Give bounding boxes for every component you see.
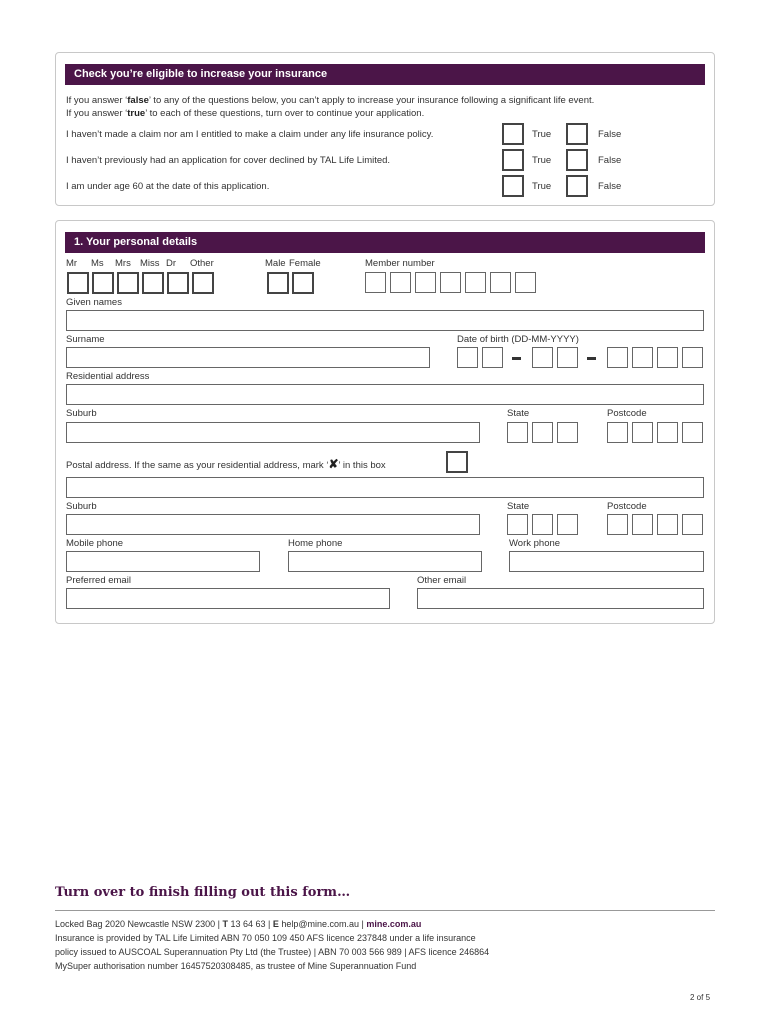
footer-line-2: Insurance is provided by TAL Life Limited ABN 70 050 109 450 AFS licence 237848 under a life insurance [55,933,476,943]
mobile-phone-label: Mobile phone [66,538,124,549]
postal-postcode-cell[interactable] [632,514,653,535]
q3-false-label: False [598,181,622,192]
q1-false-checkbox[interactable] [566,123,588,145]
q1-true-label: True [532,129,552,140]
footer-line-3: policy issued to AUSCOAL Superannuation Pty Ltd (the Trustee) | ABN 70 003 566 989 | AFS licence 246864 [55,947,490,957]
member-number-cell[interactable] [515,272,536,293]
title-label-miss: Miss [140,258,160,269]
q3-true-label: True [532,181,552,192]
member-number-label: Member number [365,258,435,269]
given-names-label: Given names [66,297,122,308]
dob-year-cell[interactable] [632,347,653,368]
q2-false-label: False [598,155,622,166]
dob-month-cell[interactable] [557,347,578,368]
preferred-email-field[interactable] [66,588,390,609]
q3-true-checkbox[interactable] [502,175,524,197]
title-ms-checkbox[interactable] [92,272,114,294]
postal-postcode-label: Postcode [607,501,647,512]
website-link[interactable]: mine.com.au [366,919,422,929]
home-phone-label: Home phone [288,538,343,549]
postal-same-checkbox[interactable] [446,451,468,473]
state-cell[interactable] [557,422,578,443]
title-mr-checkbox[interactable] [67,272,89,294]
dob-month-cell[interactable] [532,347,553,368]
postal-state-cell[interactable] [557,514,578,535]
member-number-cell[interactable] [465,272,486,293]
postcode-cell[interactable] [657,422,678,443]
q3-false-checkbox[interactable] [566,175,588,197]
member-number-cell[interactable] [365,272,386,293]
q1-false-label: False [598,129,622,140]
postal-suburb-label: Suburb [66,501,97,512]
q2-false-checkbox[interactable] [566,149,588,171]
footer-divider [55,910,715,911]
surname-field[interactable] [66,347,430,368]
title-miss-checkbox[interactable] [142,272,164,294]
postal-state-cell[interactable] [507,514,528,535]
residential-address-field[interactable] [66,384,704,405]
cross-mark-icon: ✘ [328,457,339,471]
turn-over-heading: Turn over to finish filling out this form… [55,885,351,900]
postcode-cell[interactable] [632,422,653,443]
mobile-phone-field[interactable] [66,551,260,572]
postal-postcode-cell[interactable] [682,514,703,535]
postal-state-label: State [507,501,530,512]
member-number-cell[interactable] [415,272,436,293]
dob-day-cell[interactable] [482,347,503,368]
given-names-field[interactable] [66,310,704,331]
surname-label: Surname [66,334,105,345]
gender-label-male: Male [265,258,286,269]
member-number-cell[interactable] [490,272,511,293]
eligibility-panel [55,52,715,206]
state-label: State [507,408,530,419]
state-cell[interactable] [507,422,528,443]
q2-true-label: True [532,155,552,166]
gender-female-checkbox[interactable] [292,272,314,294]
other-email-field[interactable] [417,588,704,609]
eligibility-intro-line1: If you answer ‘false’ to any of the questions below, you can’t apply to increase your insurance following a significant life event. [66,95,595,106]
work-phone-field[interactable] [509,551,704,572]
eligibility-title: Check you’re eligible to increase your insurance [65,64,705,85]
suburb-field[interactable] [66,422,480,443]
home-phone-field[interactable] [288,551,482,572]
footer-contact-line: Locked Bag 2020 Newcastle NSW 2300 | T 13 64 63 | E help@mine.com.au | mine.com.au [55,919,422,929]
postcode-cell[interactable] [682,422,703,443]
personal-details-panel [55,220,715,624]
member-number-cell[interactable] [440,272,461,293]
dob-label: Date of birth (DD-MM-YYYY) [457,334,579,345]
q2-true-checkbox[interactable] [502,149,524,171]
dob-separator [587,357,596,360]
title-other-checkbox[interactable] [192,272,214,294]
question-3: I am under age 60 at the date of this application. [66,181,270,192]
q1-true-checkbox[interactable] [502,123,524,145]
title-label-other: Other [190,258,214,269]
title-label-mr: Mr [66,258,78,269]
personal-details-title: 1. Your personal details [65,232,705,253]
eligibility-intro-line2: If you answer ‘true’ to each of these questions, turn over to continue your application. [66,108,425,119]
residential-address-label: Residential address [66,371,150,382]
page-number: 2 of 5 [690,993,711,1002]
postal-postcode-cell[interactable] [607,514,628,535]
state-cell[interactable] [532,422,553,443]
other-email-label: Other email [417,575,467,586]
member-number-cell[interactable] [390,272,411,293]
dob-separator [512,357,521,360]
preferred-email-label: Preferred email [66,575,131,586]
dob-year-cell[interactable] [607,347,628,368]
footer-line-4: MySuper authorisation number 16457520308485, as trustee of Mine Superannuation Fund [55,961,417,971]
postal-postcode-cell[interactable] [657,514,678,535]
postal-address-field[interactable] [66,477,704,498]
gender-label-female: Female [289,258,321,269]
postcode-cell[interactable] [607,422,628,443]
title-dr-checkbox[interactable] [167,272,189,294]
dob-day-cell[interactable] [457,347,478,368]
title-label-dr: Dr [166,258,177,269]
question-1: I haven’t made a claim nor am I entitled to make a claim under any life insurance policy. [66,129,434,140]
dob-year-cell[interactable] [657,347,678,368]
postal-suburb-field[interactable] [66,514,480,535]
title-label-ms: Ms [91,258,104,269]
gender-male-checkbox[interactable] [267,272,289,294]
work-phone-label: Work phone [509,538,561,549]
dob-year-cell[interactable] [682,347,703,368]
postcode-label: Postcode [607,408,647,419]
postal-state-cell[interactable] [532,514,553,535]
title-mrs-checkbox[interactable] [117,272,139,294]
suburb-label: Suburb [66,408,97,419]
title-label-mrs: Mrs [115,258,131,269]
question-2: I haven’t previously had an application for cover declined by TAL Life Limited. [66,155,391,166]
postal-address-label: Postal address. If the same as your residential address, mark ‘✘’ in this box [66,457,386,471]
